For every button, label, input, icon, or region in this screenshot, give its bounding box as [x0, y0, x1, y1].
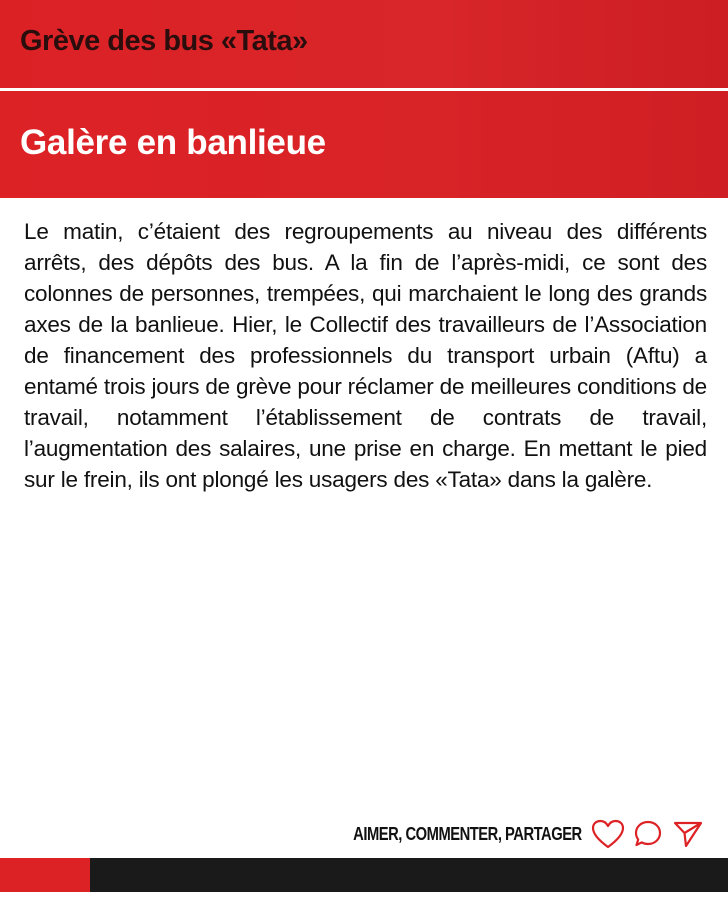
page-title: Galère en banlieue — [20, 123, 326, 162]
article-body: Le matin, c’étaient des regroupements au niveau des différents arrêts, des dépôts des bus. A la fin de l’après-midi, ce sont des colonnes de personnes, trempées, qui marchaient le long des grands axes de la banlieue. Hier, le Collectif des travailleurs de l’Association de financement des professionnels du transport urbain (Aftu) a entamé trois jours de grève pour réclamer de meilleures conditions de travail, notamment l’établissement de contrats de travail, l’augmentation des salaires, une prise en charge. En mettant le pied sur le frein, ils ont plongé les usagers des «Tata» dans la galère. — [24, 219, 707, 492]
kicker-title: Grève des bus «Tata» — [20, 25, 308, 57]
action-label: AIMER, COMMENTER, PARTAGER — [353, 823, 582, 844]
social-action-bar — [303, 814, 708, 854]
footer-bar — [0, 858, 728, 892]
kicker-banner — [0, 0, 728, 88]
share-icon[interactable] — [668, 814, 708, 854]
headline-banner — [0, 91, 728, 198]
comment-icon[interactable] — [628, 814, 668, 854]
footer-accent — [0, 858, 90, 892]
heart-icon[interactable] — [588, 814, 628, 854]
